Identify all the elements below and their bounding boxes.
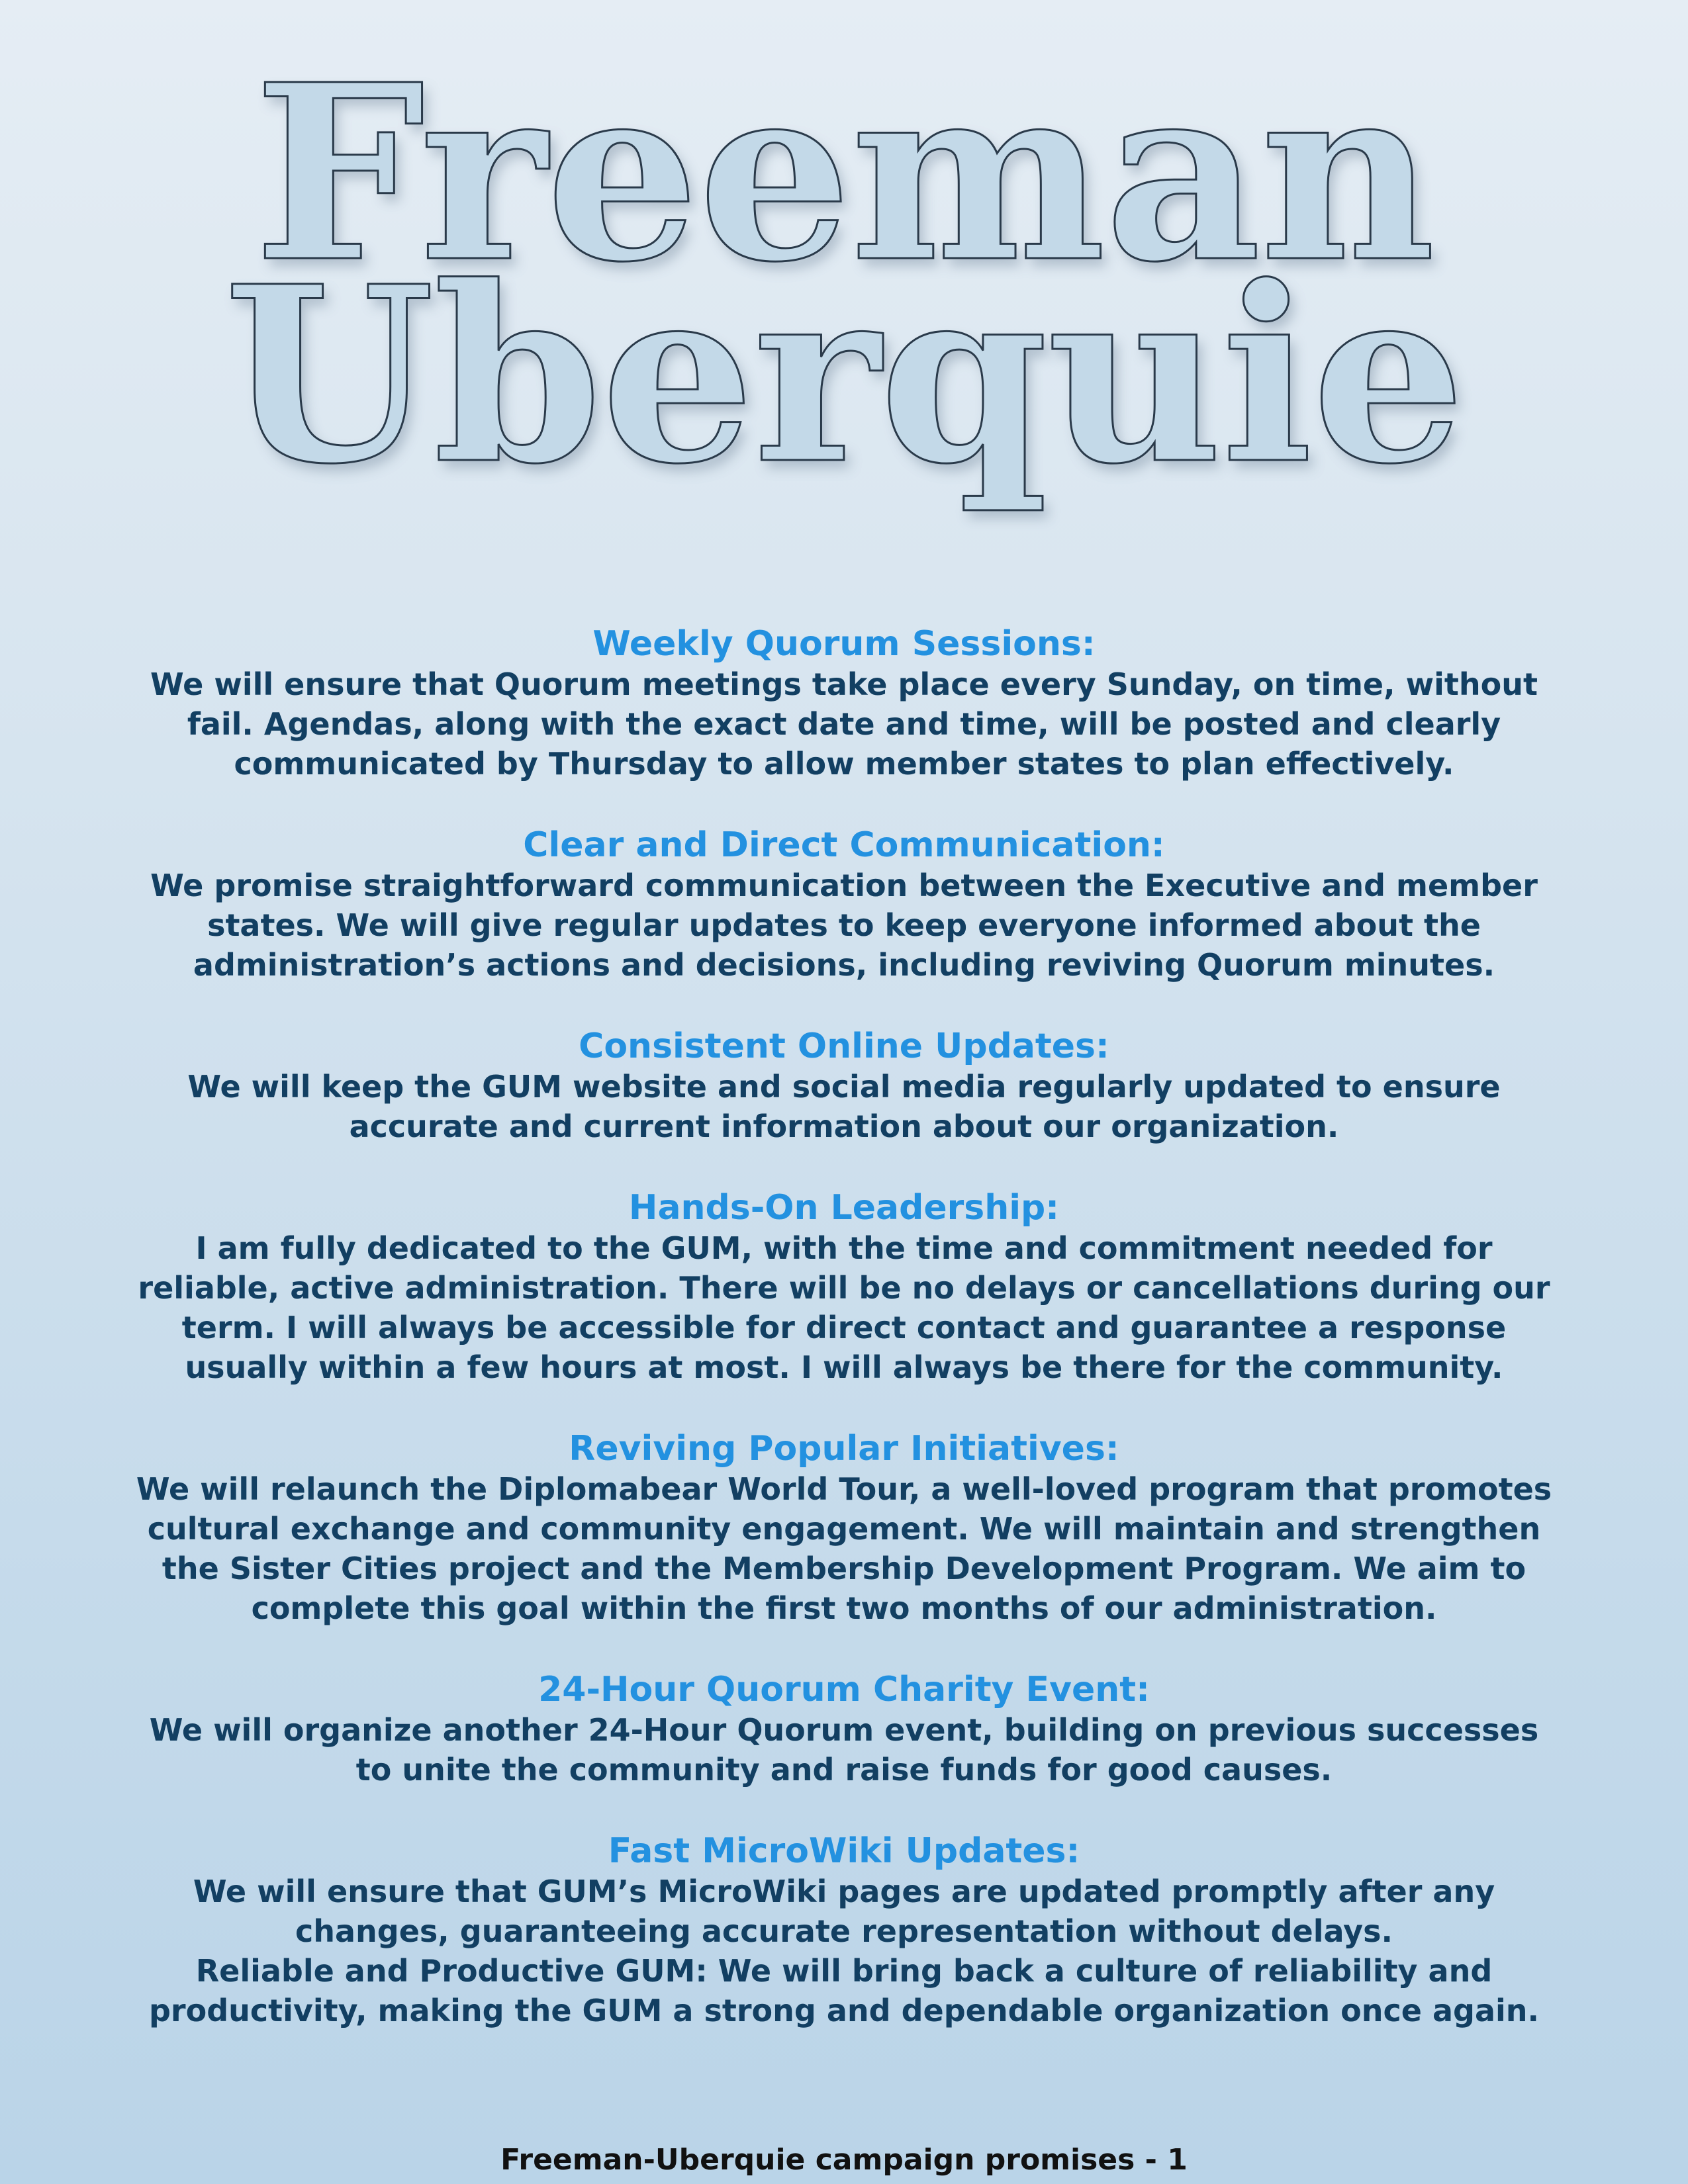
body-line: Reliable and Productive GUM: We will bring back a culture of reliability and [195,1953,1493,1989]
section-heading: Reviving Popular Initiatives: [569,1429,1119,1469]
body-line: usually within a few hours at most. I will always be there for the community. [185,1349,1503,1385]
body-line: We will relaunch the Diplomabear World Tour, a well-loved program that promotes [136,1471,1552,1507]
body-line: productivity, making the GUM a strong and dependable organization once again. [149,1993,1539,2028]
body-line: complete this goal within the first two months of our administration. [251,1590,1437,1626]
body-line: reliable, active administration. There will be no delays or cancellations during our [138,1270,1550,1306]
section-body [119,1872,1569,2030]
body-line: I am fully dedicated to the GUM, with the time and commitment needed for [195,1230,1493,1266]
body-line: We will ensure that Quorum meetings take place every Sunday, on time, without [150,666,1538,702]
body-line: We will keep the GUM website and social media regularly updated to ensure [187,1069,1501,1105]
section-communication [119,825,1569,985]
section-body [119,1067,1569,1146]
section-body [119,866,1569,985]
page-footer: Freeman-Uberquie campaign promises - 1 [500,2143,1188,2177]
section-microwiki [119,1831,1569,2030]
section-heading: Weekly Quorum Sessions: [592,624,1096,664]
body-line: We will organize another 24-Hour Quorum event, building on previous successes [149,1712,1539,1748]
section-heading: Consistent Online Updates: [579,1026,1109,1066]
section-heading: 24-Hour Quorum Charity Event: [538,1670,1150,1709]
section-body [119,1469,1569,1628]
section-weekly-quorum [119,623,1569,784]
title-uberquie: Uberquie [224,234,1464,518]
section-initiatives [119,1428,1569,1628]
promises-list [119,623,1569,2071]
body-line: administration’s actions and decisions, including reviving Quorum minutes. [193,947,1495,983]
body-line: We will ensure that GUM’s MicroWiki pages are updated promptly after any [193,1874,1495,1909]
body-line: communicated by Thursday to allow member states to plan effectively. [234,746,1454,782]
body-line: term. I will always be accessible for direct contact and guarantee a response [181,1310,1507,1345]
section-leadership [119,1187,1569,1387]
section-heading: Fast MicroWiki Updates: [608,1831,1080,1871]
section-heading: Clear and Direct Communication: [523,825,1165,865]
body-line: accurate and current information about our organization. [349,1109,1339,1144]
body-line: states. We will give regular updates to keep everyone informed about the [207,907,1481,943]
section-body [119,1710,1569,1790]
section-heading: Hands-On Leadership: [628,1188,1060,1228]
body-line: the Sister Cities project and the Membership Development Program. We aim to [162,1551,1526,1586]
body-line: to unite the community and raise funds for good causes. [355,1752,1333,1788]
title-freeman: Freeman [254,32,1434,316]
section-body [119,664,1569,784]
section-body [119,1228,1569,1387]
section-online-updates [119,1026,1569,1146]
body-line: fail. Agendas, along with the exact date and time, will be posted and clearly [187,706,1501,742]
section-charity-event [119,1669,1569,1790]
body-line: changes, guaranteeing accurate representation without delays. [295,1913,1393,1949]
body-line: We promise straightforward communication between the Executive and member [150,868,1538,903]
body-line: cultural exchange and community engagement. We will maintain and strengthen [147,1511,1541,1547]
